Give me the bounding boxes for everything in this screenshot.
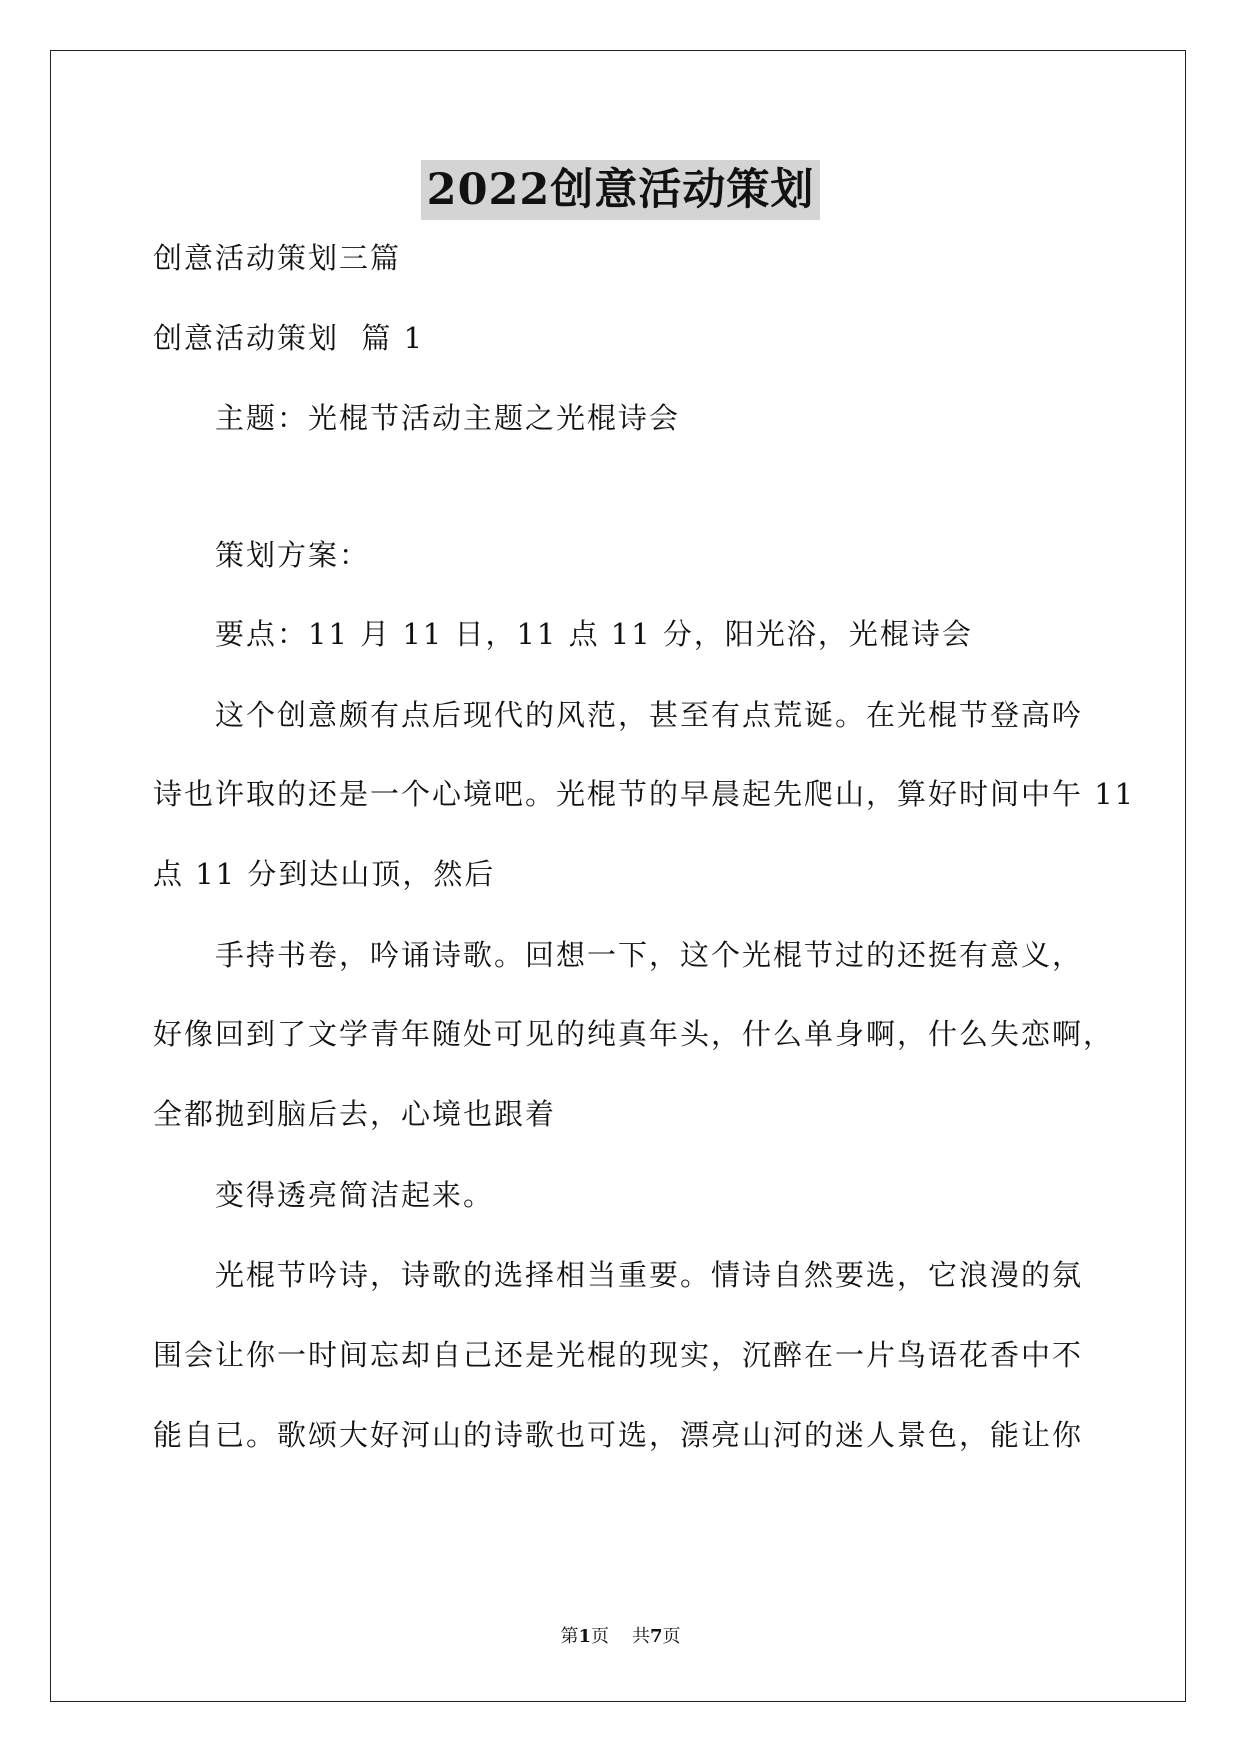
paragraph-line: 好像回到了文学青年随处可见的纯真年头，什么单身啊，什么失恋啊， [153,1017,1115,1051]
page-prefix: 第 [560,1626,579,1647]
document-title-text: 2022创意活动策划 [421,160,821,220]
page-number: 1 [578,1626,592,1647]
paragraph-line: 要点：11 月 11 日，11 点 11 分，阳光浴，光棍诗会 [215,617,973,651]
paragraph-line: 策划方案： [215,538,371,572]
paragraph-line: 能自已。歌颂大好河山的诗歌也可选，漂亮山河的迷人景色，能让你 [153,1418,1084,1452]
total-suffix: 页 [662,1626,681,1647]
paragraph-line: 光棍节吟诗，诗歌的选择相当重要。情诗自然要选，它浪漫的氛 [215,1258,1084,1292]
paragraph-line: 手持书卷，吟诵诗歌。回想一下，这个光棍节过的还挺有意义， [215,938,1084,972]
total-pages: 7 [649,1626,663,1647]
paragraph-line: 全都抛到脑后去，心境也跟着 [153,1097,557,1131]
page-suffix: 页 [591,1626,610,1647]
section-heading: 创意活动策划 篇 1 [153,321,425,355]
page-footer [0,1625,1241,1649]
document-subtitle: 创意活动策划三篇 [153,241,402,275]
total-prefix: 共 [631,1626,650,1647]
paragraph-line: 主题：光棍节活动主题之光棍诗会 [215,401,681,435]
paragraph-line: 这个创意颇有点后现代的风范，甚至有点荒诞。在光棍节登高吟 [215,698,1084,732]
paragraph-line: 变得透亮简洁起来。 [215,1178,495,1212]
paragraph-line: 诗也许取的还是一个心境吧。光棍节的早晨起先爬山，算好时间中午 11 [153,777,1136,811]
paragraph-line: 围会让你一时间忘却自己还是光棍的现实，沉醉在一片鸟语花香中不 [153,1338,1084,1372]
paragraph-line: 点 11 分到达山顶，然后 [153,857,496,891]
document-title [0,160,1241,220]
